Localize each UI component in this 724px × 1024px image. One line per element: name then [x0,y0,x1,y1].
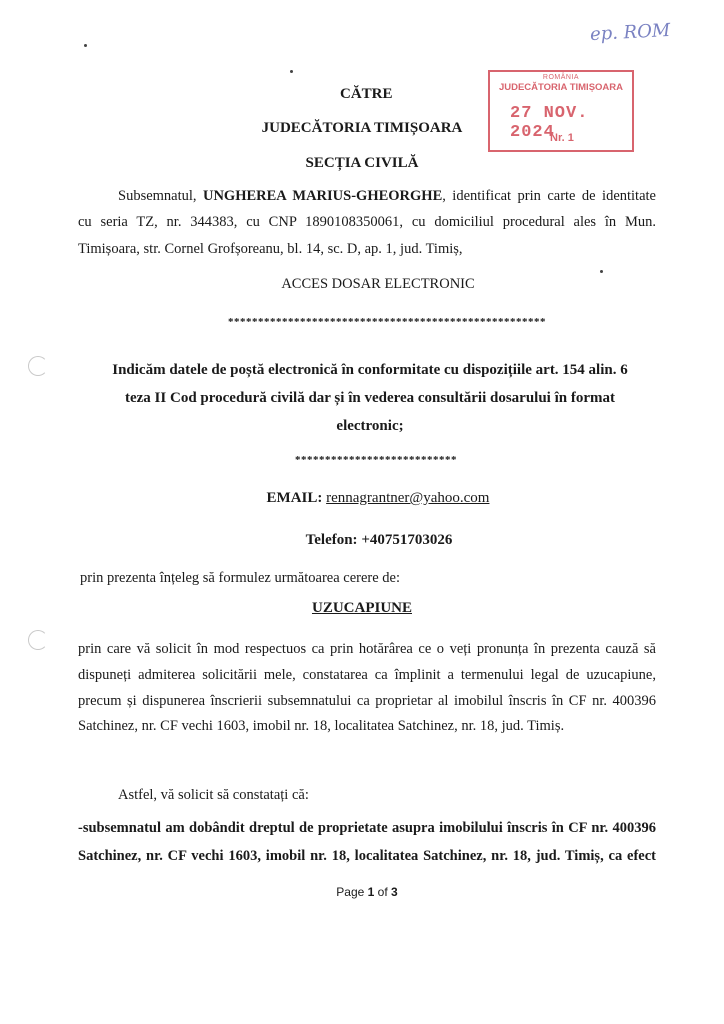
court-section: SECȚIA CIVILĂ [305,155,419,171]
paragraph-line-2: dispuneți admiterea solicitării mele, constatarea ca împlinit a termenului legal de uzucapiune, [78,667,656,683]
separator-short: *************************** [295,454,457,466]
email-link[interactable]: rennagrantner@yahoo.com [326,490,490,506]
astfel-line: Astfel, vă solicit să constatați că: [118,787,309,803]
email-notice [60,356,680,440]
registry-stamp [488,70,634,152]
email-notice-line-2: teza II Cod procedură civilă dar și în vederea consultării dosarului în format [125,390,615,406]
request-intro: prin prezenta înțeleg să formulez următoarea cerere de: [80,570,401,586]
stamp-number: Nr. 1 [550,132,574,144]
handwritten-note: ep. ROM [589,19,671,46]
punch-hole [28,630,48,650]
intro-line-3: Timișoara, str. Cornel Grofșoreanu, bl. 14, sc. D, ap. 1, jud. Timiș, [78,241,463,257]
paragraph-line-3: precum și dispunerea înscrierii subsemnatului ca proprietar al imobilul înscris în CF nr. 400396 [78,693,656,709]
separator-long: ***************************************************** [228,316,546,328]
finding-line-1: -subsemnatul am dobândit dreptul de proprietate asupra imobilului înscris în CF nr. 400396 [78,820,656,836]
request-type-heading: UZUCAPIUNE [311,600,412,616]
page-of-word: of [377,885,388,899]
access-title: ACCES DOSAR ELECTRONIC [281,276,475,292]
email-notice-line-3: electronic; [336,418,404,434]
page-total: 3 [391,885,398,899]
intro-line-2: cu seria TZ, nr. 344383, cu CNP 1890108350061, cu domiciliul procedural ales în Mun. [78,214,656,230]
page-word: Page [336,885,365,899]
phone-label: Telefon: [305,532,358,548]
petitioner-name: UNGHEREA MARIUS-GHEORGHE [202,188,443,204]
intro-line-1 [118,188,656,205]
scan-speck [600,270,603,273]
intro-prefix: Subsemnatul, [118,188,197,204]
email-row [0,490,724,507]
court-name: JUDECĂTORIA TIMIȘOARA [261,120,463,136]
page-number [0,885,724,899]
stamp-date: 27 NOV. 2024 [510,104,589,142]
finding-line-2: Satchinez, nr. CF vechi 1603, imobil nr. 18, localitatea Satchinez, nr. 18, jud. Timiș, ca efect [78,848,656,864]
punch-hole [28,356,48,376]
intro-suffix: , identificat prin carte de identitate [442,188,656,204]
paragraph-line-1: prin care vă solicit în mod respectuos ca prin hotărârea ce o veți pronunța în prezenta cauză să [78,641,656,657]
stamp-country: ROMÂNIA [542,74,580,81]
phone-row [0,532,724,549]
page-current: 1 [367,885,375,899]
email-label: EMAIL: [266,490,323,506]
stamp-court: JUDECĂTORIA TIMIȘOARA [498,82,624,93]
scan-speck [84,44,87,47]
scan-speck [290,70,293,73]
phone-value: +40751703026 [361,532,453,548]
paragraph-line-4: Satchinez, nr. CF vechi 1603, imobil nr. 18, localitatea Satchinez, nr. 18, jud. Timiș. [78,718,565,734]
email-notice-line-1: Indicăm datele de poștă electronică în conformitate cu dispozițiile art. 154 alin. 6 [112,362,628,378]
addressee-label: CĂTRE [340,86,393,102]
